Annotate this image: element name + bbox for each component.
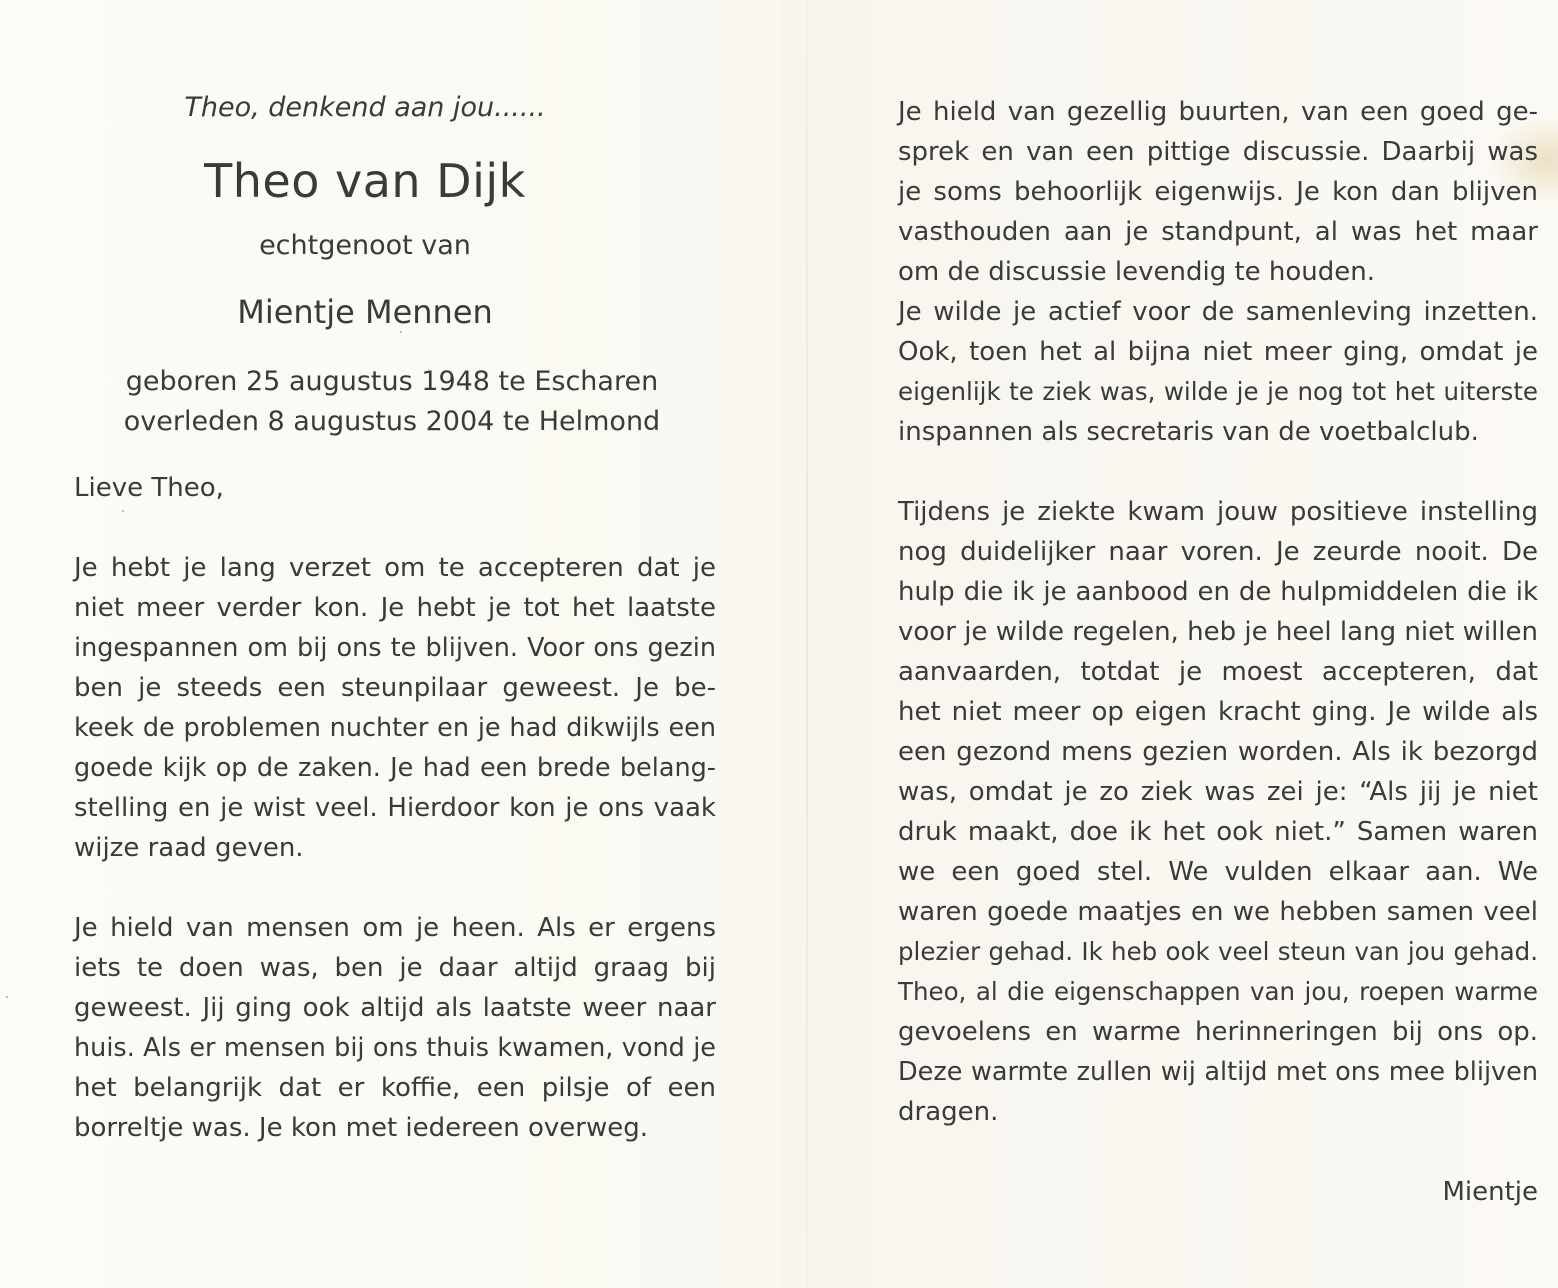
text-line: voor je wilde regelen, heb je heel lang niet willen	[898, 617, 1538, 647]
text-line: Theo, al die eigenschappen van jou, roepen warme	[898, 977, 1538, 1006]
text-line: vasthouden aan je standpunt, al was het maar	[898, 217, 1538, 247]
spouse-label: echtgenoot van	[259, 230, 471, 261]
text-line: gevoelens en warme herinneringen bij ons op.	[898, 1017, 1538, 1047]
left-panel	[74, 85, 716, 1148]
text-line: aanvaarden, totdat je moest accepteren, dat	[898, 657, 1538, 687]
text-line: het belangrijk dat er koffie, een pilsje of een	[74, 1073, 716, 1103]
text-line: huis. Als er mensen bij ons thuis kwamen, vond je	[74, 1033, 716, 1063]
text-line: plezier gehad. Ik heb ook veel steun van jou gehad.	[898, 937, 1538, 966]
text-line: hulp die ik je aanbood en de hulpmiddelen die ik	[898, 577, 1538, 607]
paper-speck	[6, 996, 8, 998]
right-paragraph-2	[898, 492, 1538, 1132]
text-line: druk maakt, doe ik het ook niet.” Samen waren	[898, 817, 1538, 847]
text-line: niet meer verder kon. Je hebt je tot het laatste	[74, 593, 716, 623]
text-line: Tijdens je ziekte kwam jouw positieve instelling	[898, 497, 1538, 527]
text-line: inspannen als secretaris van de voetbalclub.	[898, 417, 1479, 447]
greeting: Lieve Theo,	[74, 473, 224, 503]
text-line: Ook, toen het al bijna niet meer ging, omdat je	[898, 337, 1538, 367]
text-line: Je hield van gezellig buurten, van een goed ge-	[898, 97, 1538, 127]
card-fold	[806, 0, 808, 1288]
right-panel	[898, 92, 1538, 1212]
text-line: geweest. Jij ging ook altijd als laatste weer naar	[74, 993, 716, 1023]
text-line: eigenlijk te ziek was, wilde je je nog tot het uiterste	[898, 377, 1538, 406]
text-line: het niet meer op eigen kracht ging. Je wilde als	[898, 697, 1538, 727]
left-paragraph-2	[74, 908, 716, 1148]
birth-line: geboren 25 augustus 1948 te Escharen	[125, 366, 659, 397]
text-line: was, omdat je zo ziek was zei je: “Als jij je niet	[898, 777, 1538, 807]
text-line: Je hield van mensen om je heen. Als er ergens	[74, 913, 716, 943]
text-line: om de discussie levendig te houden.	[898, 257, 1376, 287]
text-line: Deze warmte zullen wij altijd met ons mee blijven	[898, 1057, 1538, 1087]
text-line: nog duidelijker naar voren. Je zeurde nooit. De	[898, 537, 1538, 567]
text-line: wijze raad geven.	[74, 833, 304, 863]
text-line: keek de problemen nuchter en je had dikwijls een	[74, 713, 716, 743]
text-line: stelling en je wist veel. Hierdoor kon je ons vaak	[74, 793, 716, 823]
life-dates	[74, 362, 716, 442]
text-line: Je hebt je lang verzet om te accepteren dat je	[74, 553, 716, 583]
left-paragraph-1	[74, 548, 716, 868]
text-line: waren goede maatjes en we hebben samen veel	[898, 897, 1538, 927]
intro-line: Theo, denkend aan jou......	[184, 92, 546, 123]
death-line: overleden 8 augustus 2004 te Helmond	[123, 406, 661, 437]
text-line: ingespannen om bij ons te blijven. Voor ons gezin	[74, 633, 716, 663]
text-line: ben je steeds een steunpilaar geweest. Je be-	[74, 673, 716, 703]
spouse-name: Mientje Mennen	[237, 293, 493, 331]
text-line: Je wilde je actief voor de samenleving inzetten.	[898, 297, 1538, 327]
text-line: we een goed stel. We vulden elkaar aan. We	[898, 857, 1538, 887]
text-line: iets te doen was, ben je daar altijd graag bij	[74, 953, 716, 983]
text-line: dragen.	[898, 1097, 999, 1127]
text-line: goede kijk op de zaken. Je had een brede belang-	[74, 753, 716, 783]
deceased-name: Theo van Dijk	[204, 154, 526, 208]
text-line: een gezond mens gezien worden. Als ik bezorgd	[898, 737, 1538, 767]
text-line: je soms behoorlijk eigenwijs. Je kon dan blijven	[898, 177, 1538, 207]
text-line: borreltje was. Je kon met iedereen overweg.	[74, 1113, 649, 1143]
signature: Mientje	[1442, 1177, 1538, 1207]
right-paragraph-1	[898, 92, 1538, 452]
text-line: sprek en van een pittige discussie. Daarbij was	[898, 137, 1538, 167]
